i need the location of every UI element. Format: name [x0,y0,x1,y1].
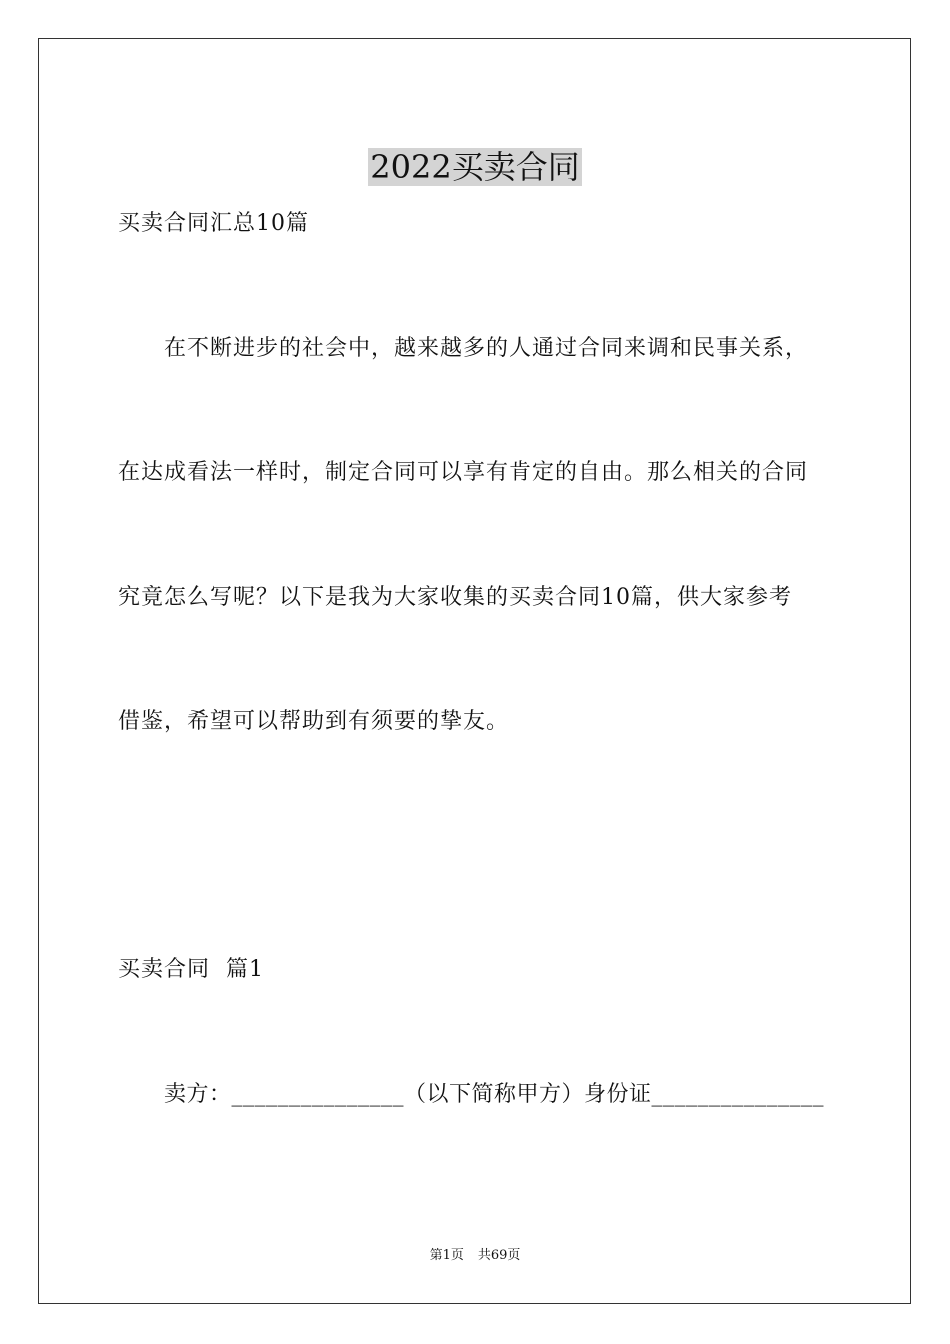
page-number-current: 第1页 [429,1248,464,1263]
intro-line-4: 借鉴，希望可以帮助到有须要的挚友。 [118,709,510,734]
document-subtitle: 买卖合同汇总10篇 [118,211,309,236]
document-title [0,145,950,189]
page-number-total: 共69页 [477,1248,521,1263]
seller-line: 卖方：_______________（以下简称甲方）身份证_______________ [164,1082,825,1107]
section-heading: 买卖合同 篇1 [118,957,264,982]
page-footer [0,1246,950,1266]
intro-line-3: 究竟怎么写呢？以下是我为大家收集的买卖合同10篇，供大家参考 [118,585,792,610]
intro-line-2: 在达成看法一样时，制定合同可以享有肯定的自由。那么相关的合同 [118,460,809,485]
intro-line-1: 在不断进步的社会中，越来越多的人通过合同来调和民事关系， [164,336,809,361]
document-title-text: 2022买卖合同 [370,148,580,187]
